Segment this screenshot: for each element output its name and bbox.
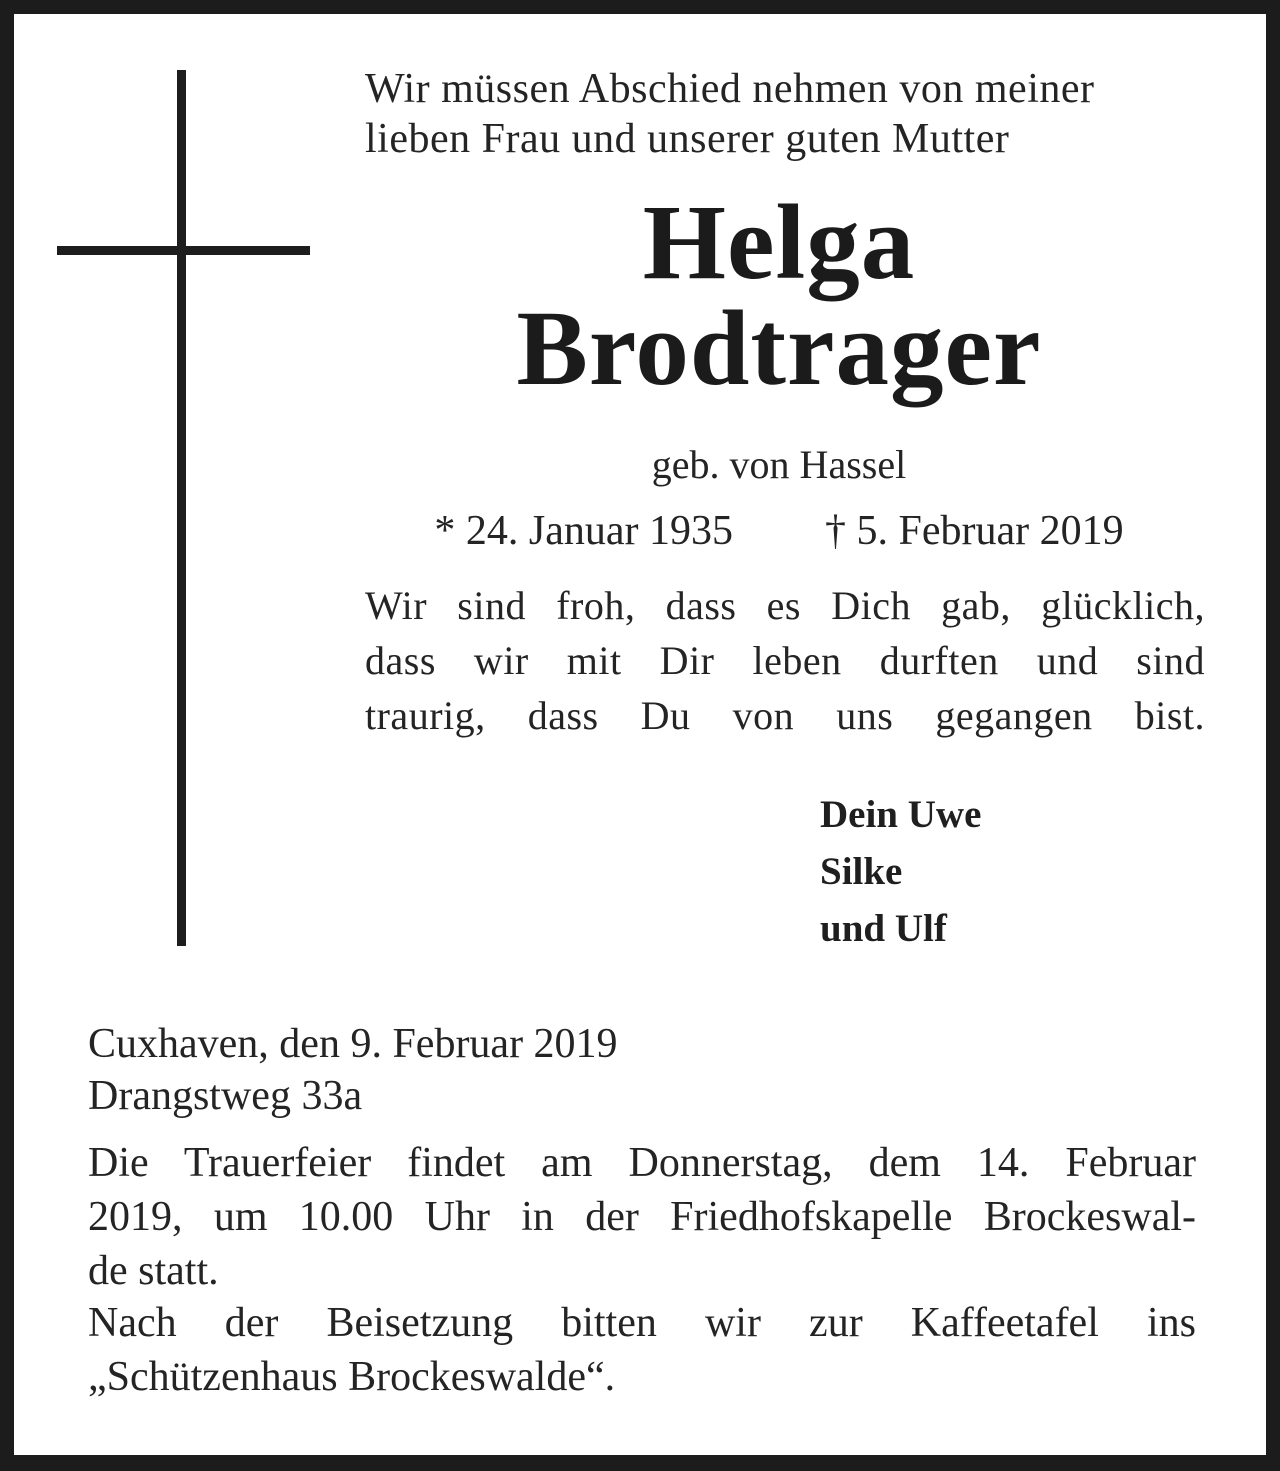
funeral-line-1: Die Trauerfeier findet am Donnerstag, dem 14. Februar: [88, 1140, 1196, 1186]
condolence-verse: [365, 578, 1205, 743]
memorial-cross-icon: [14, 14, 354, 974]
mourners-list: [820, 786, 981, 957]
intro-text: [365, 64, 1207, 164]
verse-line-2: dass wir mit Dir leben durften und sind: [365, 638, 1205, 683]
mourner-line-2: Silke: [820, 850, 903, 893]
death-date: 5. Februar 2019: [856, 508, 1124, 554]
mourner-line-3: und Ulf: [820, 907, 947, 950]
birth-star-icon: *: [434, 508, 456, 554]
deceased-first-name: Helga: [642, 184, 916, 302]
deceased-last-name: Brodtrager: [516, 290, 1042, 408]
deceased-name: [355, 184, 1203, 408]
death-cross-icon: †: [825, 508, 846, 554]
reception-invitation: [88, 1296, 1196, 1404]
place-address-block: [88, 1018, 1196, 1122]
reception-line-1: Nach der Beisetzung bitten wir zur Kaffeetafel ins: [88, 1300, 1196, 1346]
verse-line-3: traurig, dass Du von uns gegangen bist.: [365, 693, 1205, 738]
intro-line-2: lieben Frau und unserer guten Mutter: [365, 116, 1010, 162]
place-date-line: Cuxhaven, den 9. Februar 2019: [88, 1021, 618, 1067]
reception-line-2: „Schützenhaus Brockeswalde“.: [88, 1354, 616, 1400]
obituary-sheet: [14, 14, 1266, 1455]
funeral-announcement: [88, 1136, 1196, 1298]
funeral-line-2: 2019, um 10.00 Uhr in der Friedhofskapelle Brockeswal-: [88, 1194, 1196, 1240]
cross-vertical-bar: [177, 70, 186, 946]
funeral-line-3: de statt.: [88, 1248, 219, 1294]
life-dates: [355, 506, 1203, 556]
birth-date-line: [434, 506, 733, 556]
death-date-line: [825, 506, 1124, 556]
cross-horizontal-bar: [57, 246, 310, 255]
verse-line-1: Wir sind froh, dass es Dich gab, glücklich,: [365, 583, 1205, 628]
address-line: Drangstweg 33a: [88, 1073, 363, 1119]
intro-line-1: Wir müssen Abschied nehmen von meiner: [365, 66, 1095, 112]
maiden-name: geb. von Hassel: [651, 442, 907, 487]
birth-date: 24. Januar 1935: [465, 508, 733, 554]
mourner-line-1: Dein Uwe: [820, 793, 982, 836]
